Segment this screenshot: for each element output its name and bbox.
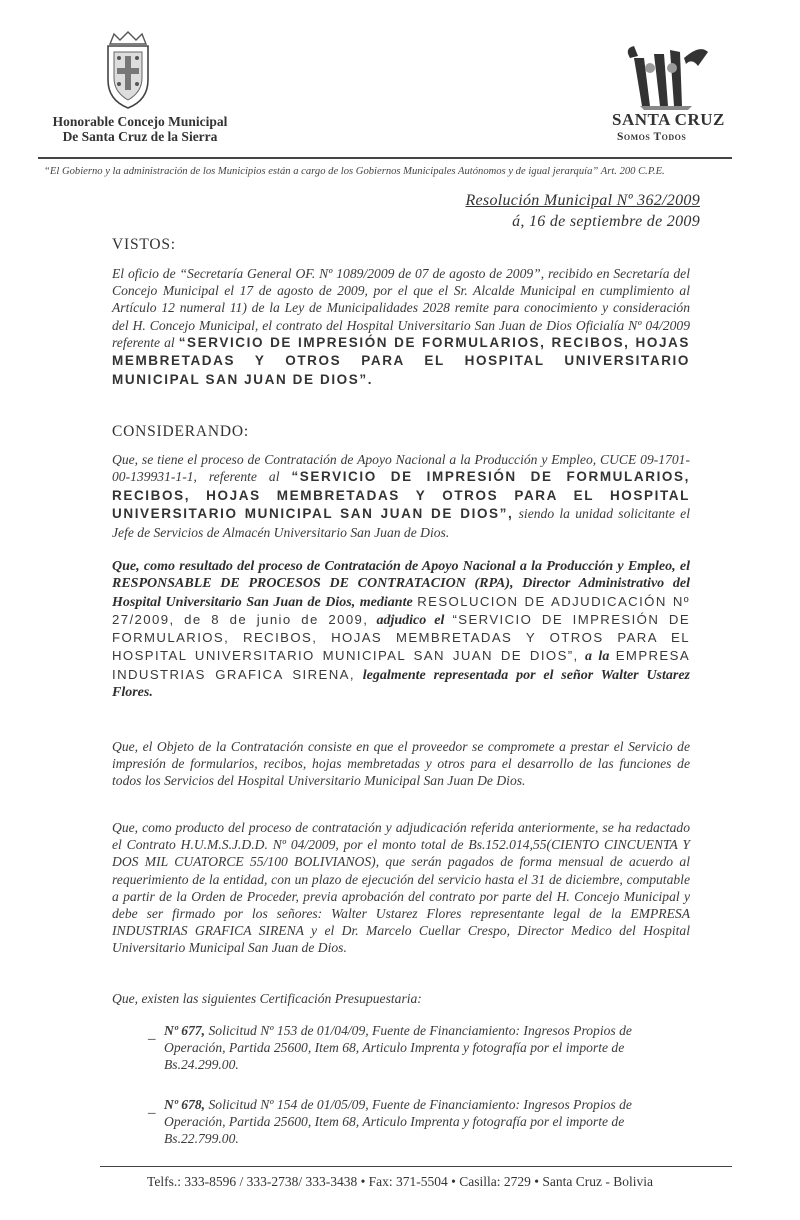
- council-crest-icon: [100, 30, 156, 110]
- p2-intro: Que, como resultado del proceso de Contratación de Apoyo Nacional a la Producción y Empleo, el RESPONSABLE DE PROCESOS DE CONTRATACION (RPA), Director Administrativo del Hospital Universitario San Juan de Dios, mediante: [112, 559, 690, 610]
- certification-text: Solicitud Nº 154 de 01/05/09, Fuente de Financiamiento: Ingresos Propios de Operación, Partida 25600, Item 68, Articulo Imprenta y fotografía por el importe de Bs.22.799.00.: [164, 1097, 632, 1146]
- considerando-paragraph-3: Que, el Objeto de la Contratación consiste en que el proveedor se compromete a prestar el Servicio de impresión de formularios, recibos, hojas membretadas y otros para el desarrollo de las funciones de todos los Servicios del Hospital Universitario Municipal San Juan De Dios.: [112, 739, 690, 789]
- vistos-text: El oficio de “Secretaría General OF. Nº 1089/2009 de 07 de agosto de 2009”, recibido en Secretaría del Concejo Municipal el 17 de agosto de 2009, por el que el Sr. Alcalde Municipal en cumplimiento al Artículo 12 numeral 11) de la Ley de Municipalidades 2028 remite para conocimiento y consideración del H. Concejo Municipal, el contrato del Hospital Universitario San Juan de Dios Oficialía Nº 04/2009 referente al: [112, 266, 690, 350]
- considerando-heading: CONSIDERANDO:: [112, 423, 249, 440]
- p2-a-la: a la: [585, 649, 610, 665]
- list-bullet: _: [148, 1026, 156, 1042]
- council-name: [40, 114, 240, 144]
- p2-adjudication-ref: RESOLUCION DE ADJUDICACIÓN Nº 27/2009, de 8 de junio de 2009,: [112, 593, 690, 627]
- list-item: [164, 1022, 690, 1073]
- p1-text: Que, se tiene el proceso de Contratación de Apoyo Nacional a la Producción y Empleo, CUCE 09-1701-00-139931-1-1, referente al: [112, 452, 690, 485]
- p1-service-title: “SERVICIO DE IMPRESIÓN DE FORMULARIOS, RECIBOS, HOJAS MEMBRETADAS Y OTROS PARA EL HOSPITAL UNIVERSITARIO MUNICIPAL SAN JUAN DE DIOS”,: [112, 469, 690, 522]
- vistos-heading: VISTOS:: [112, 236, 176, 253]
- vistos-paragraph: [112, 265, 690, 389]
- p2-representative: legalmente representada por el señor Walter Ustarez Flores.: [112, 667, 691, 701]
- constitution-quote: “El Gobierno y la administración de los Municipios están a cargo de los Gobiernos Municipales Autónomos y de igual jerarquía” Art. 200 C.P.E.: [44, 166, 665, 177]
- list-bullet: _: [148, 1100, 156, 1116]
- council-name-line1: Honorable Concejo Municipal: [52, 114, 228, 129]
- list-item: [164, 1096, 690, 1147]
- council-name-line2: De Santa Cruz de la Sierra: [62, 129, 218, 144]
- considerando-paragraph-1: [112, 451, 690, 541]
- certification-number: Nº 677,: [164, 1023, 206, 1038]
- certification-text: Solicitud Nº 153 de 01/04/09, Fuente de Financiamiento: Ingresos Propios de Operación, Partida 25600, Item 68, Articulo Imprenta y fotografía por el importe de Bs.24.299.00.: [164, 1023, 632, 1072]
- certification-number: Nº 678,: [164, 1097, 206, 1112]
- footer-divider: [100, 1166, 732, 1167]
- footer-contact: Telfs.: 333-8596 / 333-2738/ 333-3438 • Fax: 371-5504 • Casilla: 2729 • Santa Cruz - Bolivia: [147, 1174, 653, 1189]
- considerando-paragraph-2: [112, 558, 690, 701]
- city-motto: Somos Todos: [617, 131, 687, 143]
- p1-tail: siendo la unidad solicitante el Jefe de Servicios de Almacén Universitario San Juan de Dios.: [112, 506, 690, 540]
- p2-service-title: “SERVICIO DE IMPRESIÓN DE FORMULARIOS, RECIBOS, HOJAS MEMBRETADAS Y OTROS PARA EL HOSPITAL UNIVERSITARIO MUNICIPAL SAN JUAN DE DIOS”,: [112, 611, 691, 664]
- vistos-service-title: “SERVICIO DE IMPRESIÓN DE FORMULARIOS, RECIBOS, HOJAS MEMBRETADAS Y OTROS PARA EL HOSPITAL UNIVERSITARIO MUNICIPAL SAN JUAN DE DIOS”.: [112, 334, 691, 387]
- considerando-paragraph-4: Que, como producto del proceso de contratación y adjudicación referida anteriormente, se ha redactado el Contrato H.U.M.S.J.D.D. Nº 04/2009, por el monto total de Bs.152.014,55(CIENTO CINCUENTA Y DOS MIL CUATORCE 55/100 BOLIVIANOS), que serán pagados de forma mensual de acuerdo al requerimiento de la entidad, con un plazo de ejecución del servicio hasta el 31 de diciembre, computable a partir de la Orden de Proceder, previa aprobación del contrato por parte del H. Concejo Municipal y debe ser firmado por los señores: Walter Ustarez Flores representante legal de la EMPRESA INDUSTRIAS GRAFICA SIRENA y el Dr. Marcelo Cuellar Crespo, Director Medico del Hospital Universitario Municipal San Juan de Dios.: [112, 820, 690, 956]
- city-name: SANTA CRUZ: [612, 110, 725, 129]
- p2-adjudico: adjudico el: [376, 612, 445, 628]
- resolution-title: Resolución Municipal Nº 362/2009: [465, 192, 700, 209]
- considerando-paragraph-5: Que, existen las siguientes Certificación Presupuestaria:: [112, 991, 422, 1006]
- p2-company: EMPRESA INDUSTRIAS GRAFICA SIRENA,: [112, 648, 691, 682]
- resolution-date: á, 16 de septiembre de 2009: [512, 213, 700, 230]
- header-divider: [38, 157, 732, 159]
